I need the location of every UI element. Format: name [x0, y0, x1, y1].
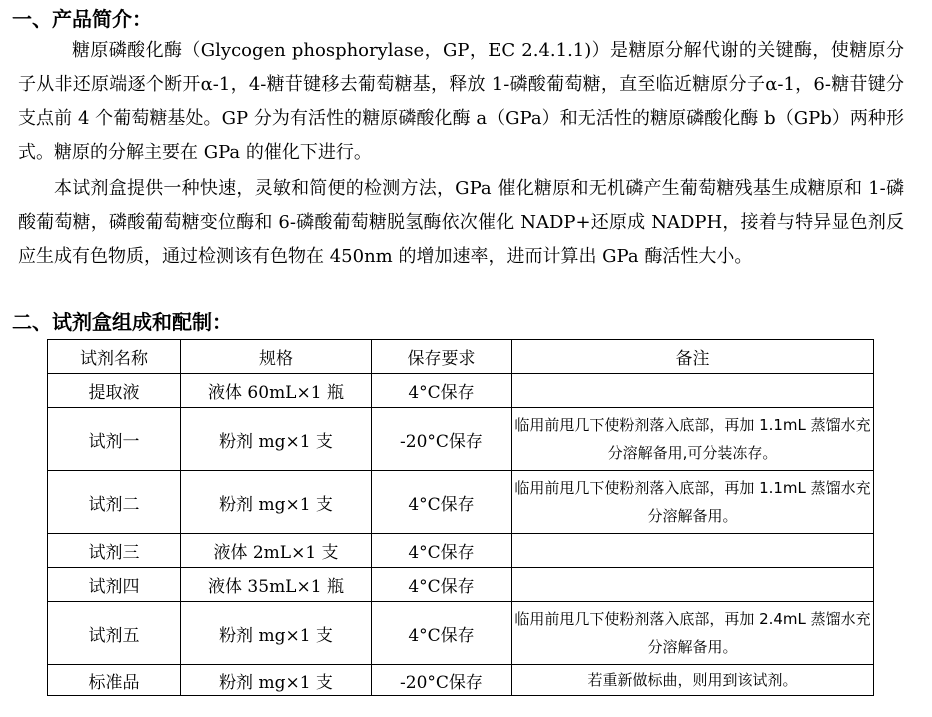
reagent-name-cell: 试剂四: [48, 568, 181, 602]
spec-cell: 液体 60mL×1 瓶: [181, 374, 372, 408]
note-cell: 临用前甩几下使粉剂落入底部，再加 2.4mL 蒸馏水充分溶解备用。: [512, 602, 874, 665]
section-heading-product-intro: 一、产品简介：: [12, 7, 152, 31]
note-cell: [512, 534, 874, 568]
table-row: [48, 374, 874, 408]
reagent-name-cell: 试剂一: [48, 408, 181, 471]
intro-paragraph: 糖原磷酸化酶（Glycogen phosphorylase，GP，EC 2.4.1.1)）是糖原分解代谢的关键酶，使糖原分子从非还原端逐个断开α-1，4-糖苷键移去葡萄糖基，释放 1-磷酸葡萄糖，直至临近糖原分子α-1，6-糖苷键分支点前 4 个葡萄糖基处。GP 分为有活性的糖原磷酸化酶 a（GPa）和无活性的糖原磷酸化酶 b（GPb）两种形式。糖原的分解主要在 GPa 的催化下进行。: [18, 40, 904, 163]
note-cell: 临用前甩几下使粉剂落入底部，再加 1.1mL 蒸馏水充分溶解备用,可分装冻存。: [512, 408, 874, 471]
storage-cell: -20°C保存: [372, 408, 512, 471]
storage-cell: 4°C保存: [372, 568, 512, 602]
reagent-table: [47, 339, 874, 696]
reagent-name-cell: 提取液: [48, 374, 181, 408]
table-row: [48, 602, 874, 665]
storage-cell: 4°C保存: [372, 471, 512, 534]
spec-cell: 粉剂 mg×1 支: [181, 602, 372, 665]
spec-cell: 液体 2mL×1 支: [181, 534, 372, 568]
header-spec: 规格: [181, 340, 372, 374]
header-reagent-name: 试剂名称: [48, 340, 181, 374]
table-row: [48, 471, 874, 534]
note-cell: [512, 568, 874, 602]
spec-cell: 粉剂 mg×1 支: [181, 408, 372, 471]
note-cell: 若重新做标曲，则用到该试剂。: [512, 665, 874, 696]
note-cell: 临用前甩几下使粉剂落入底部，再加 1.1mL 蒸馏水充分溶解备用。: [512, 471, 874, 534]
spec-cell: 粉剂 mg×1 支: [181, 665, 372, 696]
table-row: [48, 568, 874, 602]
section-heading-kit-composition: 二、试剂盒组成和配制：: [12, 310, 232, 334]
table-row: [48, 534, 874, 568]
header-note: 备注: [512, 340, 874, 374]
table-header-row: [48, 340, 874, 374]
reagent-name-cell: 试剂二: [48, 471, 181, 534]
method-paragraph: 本试剂盒提供一种快速，灵敏和简便的检测方法，GPa 催化糖原和无机磷产生葡萄糖残基生成糖原和 1-磷酸葡萄糖，磷酸葡萄糖变位酶和 6-磷酸葡萄糖脱氢酶依次催化 NADP+还原成 NADPH，接着与特异显色剂反应生成有色物质，通过检测该有色物在 450nm 的增加速率，进而计算出 GPa 酶活性大小。: [18, 178, 904, 267]
spec-cell: 液体 35mL×1 瓶: [181, 568, 372, 602]
reagent-name-cell: 试剂三: [48, 534, 181, 568]
reagent-name-cell: 标准品: [48, 665, 181, 696]
storage-cell: 4°C保存: [372, 534, 512, 568]
note-cell: [512, 374, 874, 408]
header-storage: 保存要求: [372, 340, 512, 374]
storage-cell: -20°C保存: [372, 665, 512, 696]
storage-cell: 4°C保存: [372, 602, 512, 665]
table-row: [48, 665, 874, 696]
table-row: [48, 408, 874, 471]
spec-cell: 粉剂 mg×1 支: [181, 471, 372, 534]
storage-cell: 4°C保存: [372, 374, 512, 408]
reagent-name-cell: 试剂五: [48, 602, 181, 665]
